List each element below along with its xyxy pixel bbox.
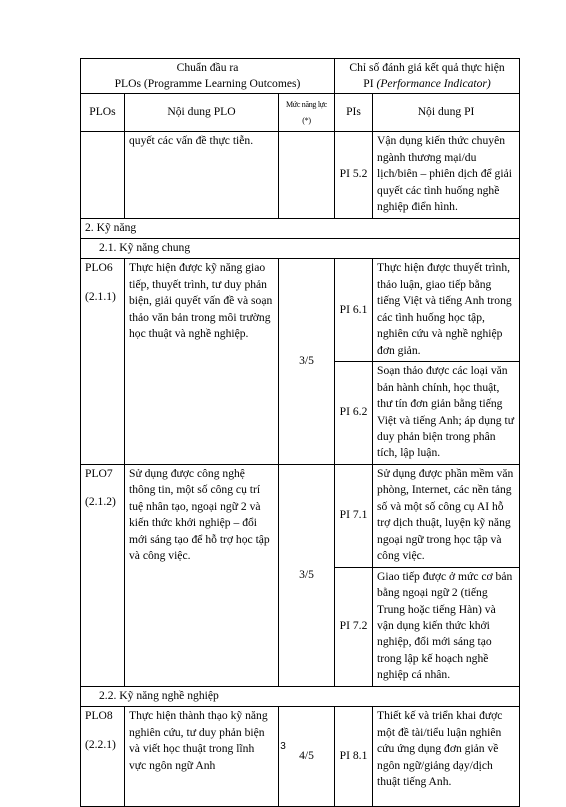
plo-content: Thực hiện được kỹ năng giao tiếp, thuyết trình, tư duy phản biện, giải quyết vấn đề và soạn thảo văn bản trong môi trường học thuật và nghề nghiệp. (125, 259, 279, 464)
pi-group-abbr: PI (363, 76, 374, 90)
pi-content: Vận dụng kiến thức chuyên ngành thương mại/du lịch/biên – phiên dịch để giải quyết các tình huống nghề nghiệp điển hình. (373, 132, 520, 218)
plo-row (81, 707, 520, 807)
plo-level: 3/5 (279, 464, 335, 686)
plo-content: Thực hiện thành thạo kỹ năng nghiên cứu, tư duy phản biện và viết học thuật trong lĩnh vực ngôn ngữ Anh (125, 707, 279, 807)
pi-code: PI 8.1 (335, 707, 373, 807)
continuation-plo-content: quyết các vấn đề thực tiễn. (125, 132, 279, 218)
plo-level: 3/5 (279, 259, 335, 464)
plo-group-header (81, 59, 335, 94)
pi-content: Soạn thảo được các loại văn bản hành chính, học thuật, thư tín đơn giản bằng tiếng Việt và tiếng Anh; áp dụng tư duy phản biện trong phân tích, lập luận. (373, 362, 520, 465)
plo-code: PLO8 (85, 709, 113, 723)
plo-ref: (2.2.1) (85, 737, 116, 751)
pi-code: PI 6.1 (335, 259, 373, 362)
header-row-groups (81, 59, 520, 94)
plo-ref: (2.1.1) (85, 289, 116, 303)
col-header-plos: PLOs (81, 94, 125, 132)
continuation-plo-code (81, 132, 125, 218)
plo-row (81, 259, 520, 362)
section-title: 2. Kỹ năng (81, 218, 520, 238)
pi-content: Giao tiếp được ở mức cơ bản bằng ngoại ngữ 2 (tiếng Trung hoặc tiếng Hàn) và vận dụng kiến thức khởi nghiệp, đổi mới sáng tạo trong lập kế hoạch nghề nghiệp cá nhân. (373, 567, 520, 686)
plo-code-cell (81, 464, 125, 686)
section-row (81, 218, 520, 238)
pi-code: PI 6.2 (335, 362, 373, 465)
plo-row (81, 464, 520, 567)
plo-code-cell (81, 259, 125, 464)
page-number: 3 (280, 741, 286, 752)
subsection-title: 2.1. Kỹ năng chung (81, 239, 520, 259)
plo-group-full: (Programme Learning Outcomes) (141, 76, 301, 90)
col-header-level (279, 94, 335, 132)
col-header-pis: PIs (335, 94, 373, 132)
pi-content: Thực hiện được thuyết trình, thảo luận, giao tiếp bằng tiếng Việt và tiếng Anh trong các tình huống học tập, nghiên cứu và nghề nghiệp đơn giản. (373, 259, 520, 362)
pi-group-header (335, 59, 520, 94)
plo-code: PLO6 (85, 261, 113, 275)
plo-group-abbr: PLOs (114, 76, 142, 90)
plo-pi-table (80, 58, 520, 807)
pi-group-title: Chỉ số đánh giá kết quả thực hiện (349, 61, 505, 74)
plo-level: 4/5 (279, 707, 335, 807)
plo-code-cell (81, 707, 125, 807)
col-header-plo-content: Nội dung PLO (125, 94, 279, 132)
plo-code: PLO7 (85, 466, 113, 480)
continuation-level (279, 132, 335, 218)
plo-group-title: Chuẩn đầu ra (176, 61, 239, 74)
pi-code: PI 7.2 (335, 567, 373, 686)
pi-code: PI 5.2 (335, 132, 373, 218)
plo-content: Sử dụng được công nghệ thông tin, một số công cụ trí tuệ nhân tạo, ngoại ngữ 2 và kiến thức khởi nghiệp – đổi mới sáng tạo để hỗ trợ học tập và công việc. (125, 464, 279, 686)
pi-group-full: (Performance Indicator) (373, 76, 491, 90)
pi-content: Thiết kế và triển khai được một đề tài/tiểu luận nghiên cứu ứng dụng đơn giản về ngôn ngữ/giảng dạy/dịch thuật tiếng Anh. (373, 707, 520, 807)
subsection-row (81, 239, 520, 259)
plo-ref: (2.1.2) (85, 495, 116, 509)
pi-code: PI 7.1 (335, 464, 373, 567)
col-header-pi-content: Nội dung PI (373, 94, 520, 132)
continuation-row (81, 132, 520, 218)
subsection-row (81, 686, 520, 706)
header-row-columns (81, 94, 520, 132)
subsection-title: 2.2. Kỹ năng nghề nghiệp (81, 686, 520, 706)
pi-content: Sử dụng được phần mềm văn phòng, Internet, các nền tảng số và một số công cụ AI hỗ trợ dịch thuật, luyện kỹ năng ngoại ngữ trong học tập và công việc. (373, 464, 520, 567)
col-header-level-label: Mức năng lực (*) (285, 99, 328, 126)
